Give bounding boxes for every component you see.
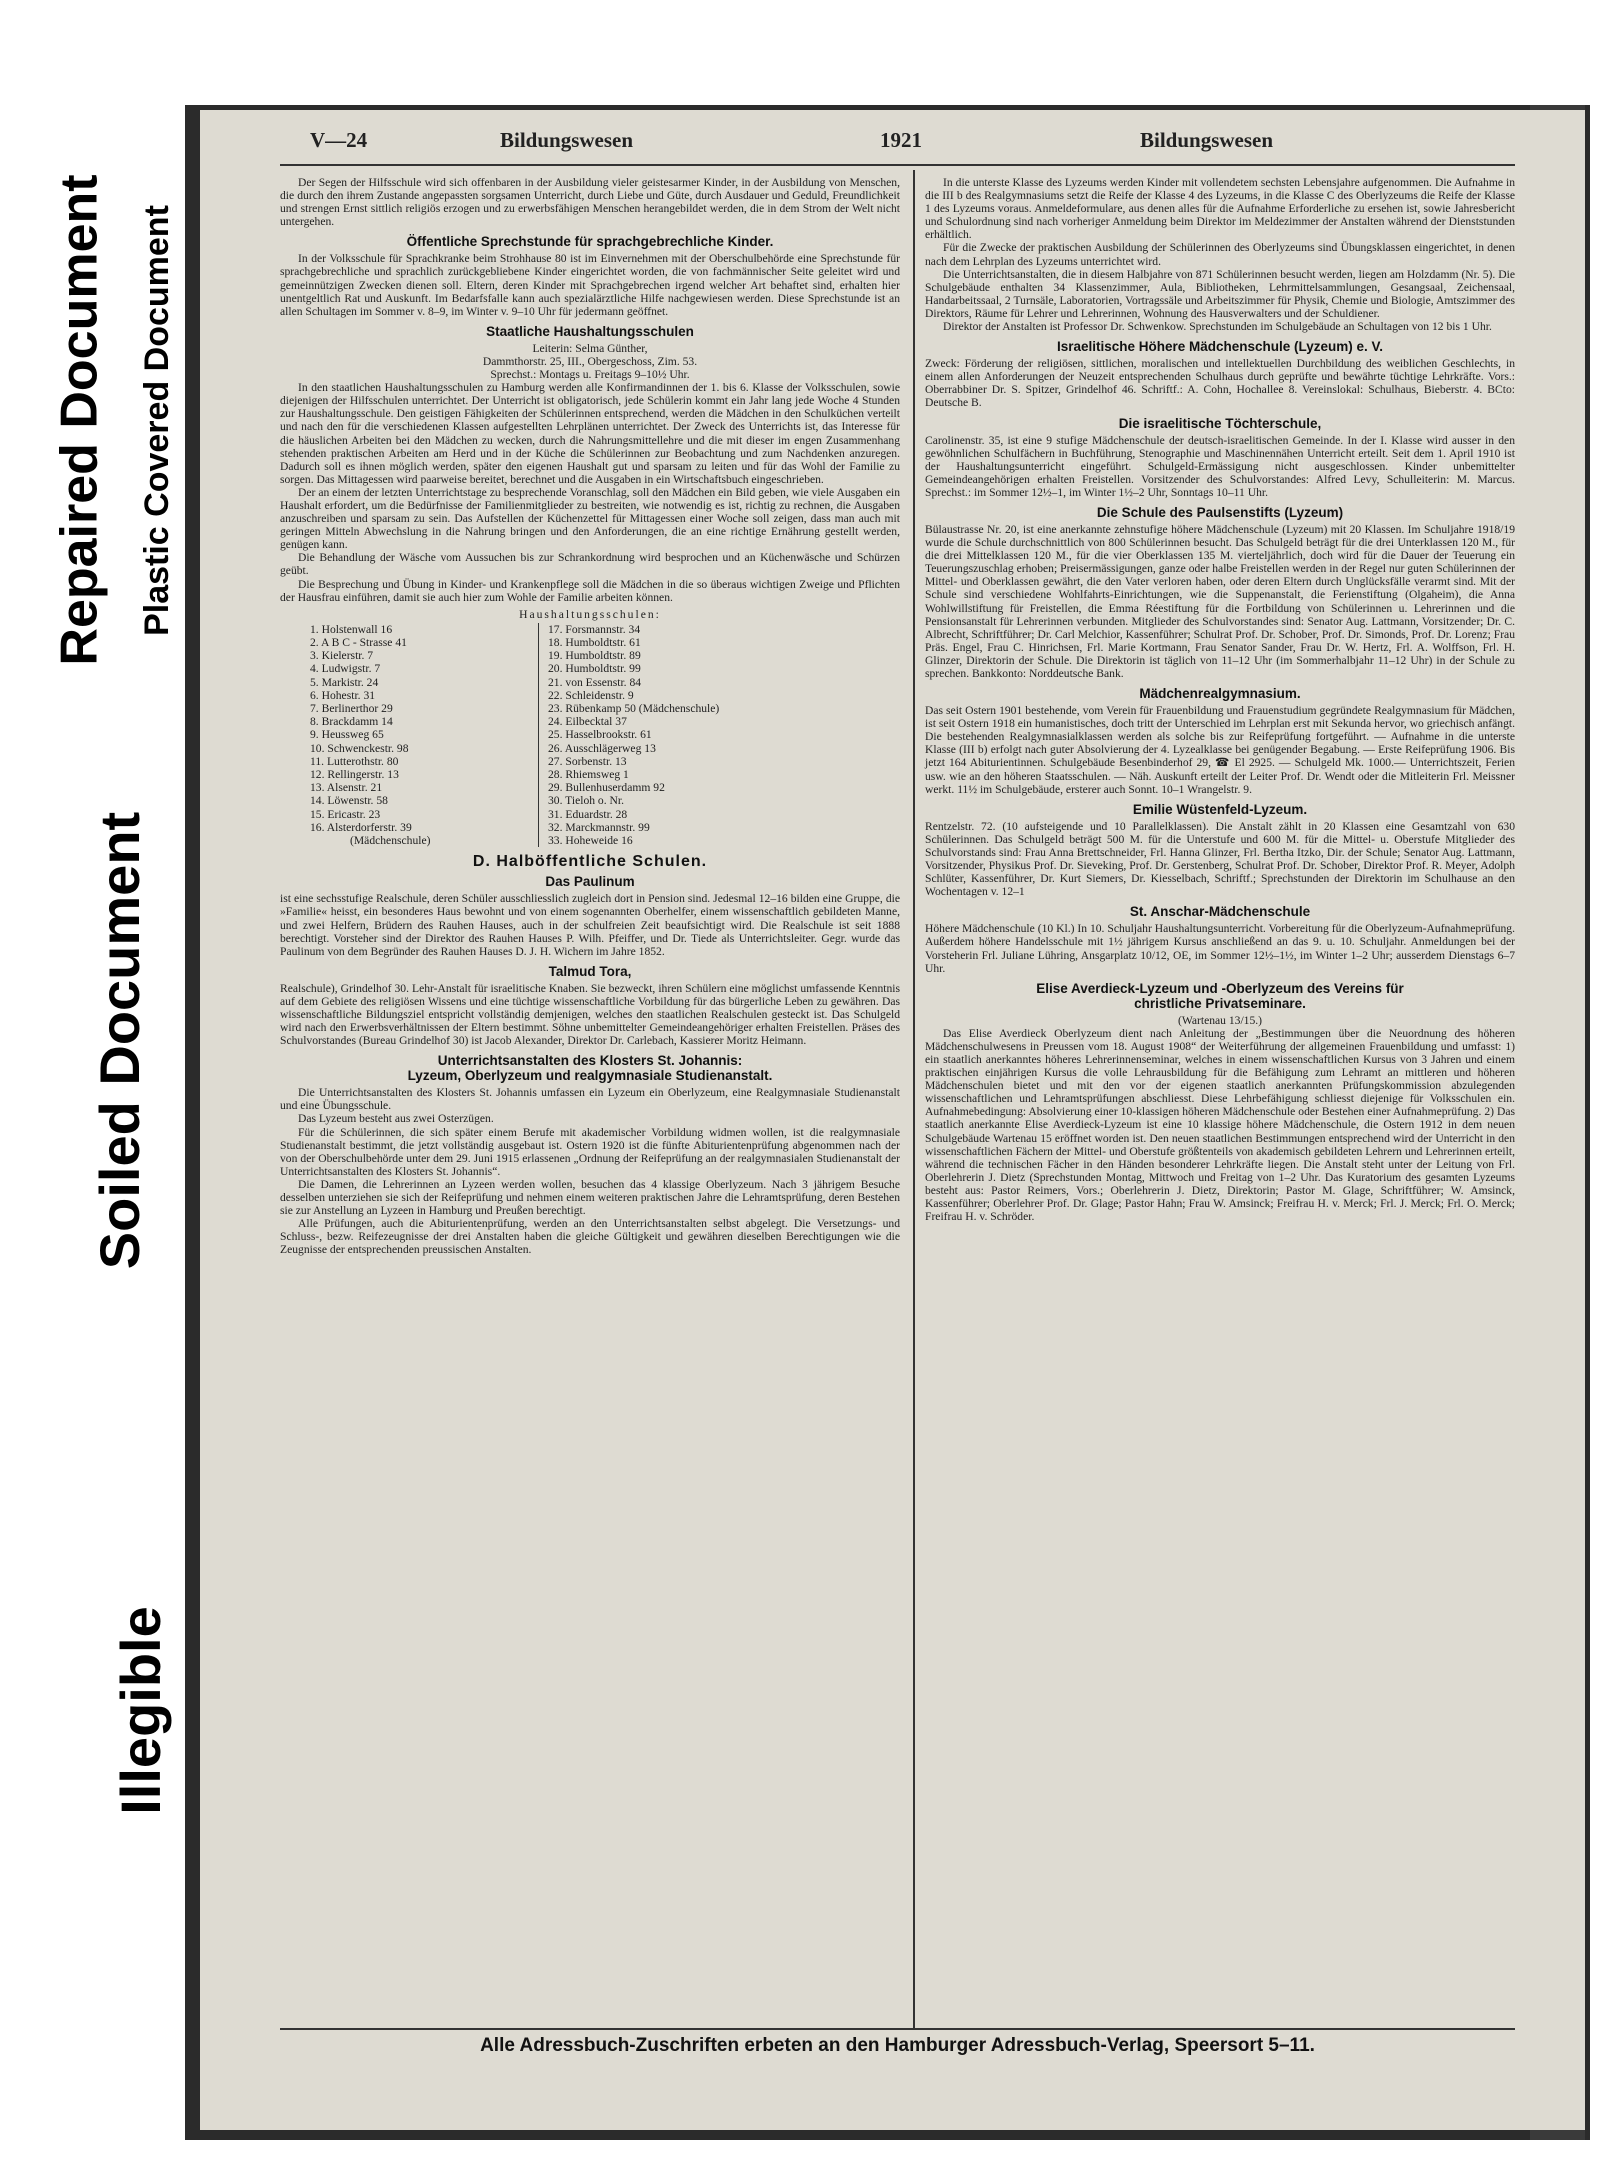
school-list-item: 26. Ausschlägerweg 13 (548, 741, 656, 755)
johannis-cont-paragraph-1: In die unterste Klasse des Lyzeums werden Kinder mit vollendetem sechsten Lebensjahre aufgenommen. Die Aufnahme in die III b des Realgymnasiums setzt die Reife der Klasse 4 des Lyzeums, in die Klasse C des Oberlyzeums die Reife der Klasse 1 des Lyzeums voraus. Anmeldeformulare, aus denen alles für die Aufnahme Erforderliche zu ersehen ist, sowie Jahresbericht und Schulordnung sind nach vorheriger Anmeldung beim Direktor im Meldezimmer der Anstalten während der Dienststunden erhältlich. (925, 176, 1515, 242)
school-list-item: (Mädchenschule) (350, 834, 431, 848)
school-list-item: 2. A B C - Strasse 41 (310, 636, 407, 650)
school-list-item: 4. Ludwigstr. 7 (310, 662, 381, 676)
elise-averdieck-heading-2: christliche Privatseminare. (1134, 995, 1306, 1011)
johannis-cont-paragraph-4: Direktor der Anstalten ist Professor Dr. Schwenkow. Sprechstunden im Schulgebäude an Schultagen von 12 bis 1 Uhr. (943, 320, 1492, 334)
school-list-item: 28. Rhiemsweg 1 (548, 768, 629, 782)
anschar-heading: St. Anschar-Mädchenschule (1129, 904, 1311, 920)
israelitische-lyzeum-paragraph: Zweck: Förderung der religiösen, sittlichen, moralischen und intellektuellen Durchbildung des weiblichen Geschlechts, in einem allen Anforderungen der Neuzeit entsprechenden Schulhaus durch geprüfte und bewährte tüchtige Lehrkräfte. Vors.: Oberrabbiner Dr. S. Spitzer, Grindelhof 46. Schriftf.: A. Cohn, Hochallee 8. Vereinslokal: Schulhaus, Bieberstr. 4. BCto: Deutsche B. (925, 357, 1515, 410)
elise-averdieck-address: (Wartenau 13/15.) (1177, 1013, 1263, 1027)
school-list-item: 27. Sorbenstr. 13 (548, 754, 627, 768)
sprechstunde-heading: Öffentliche Sprechstunde für sprachgebrechliche Kinder. (406, 234, 774, 250)
haushaltungsschulen-heading: Staatliche Haushaltungsschulen (486, 323, 694, 339)
anschar-paragraph: Höhere Mädchenschule (10 Kl.) In 10. Schuljahr Haushaltungsunterricht. Vorbereitung für die Oberlyzeum-Aufnahmeprüfung. Außerdem höhere Handelsschule mit 1½ jährigem Kursus anschließend an das 9. u. 10. Schuljahr. Anmeldungen bei der Vorsteherin Frl. Juliane Lühring, Ansgarplatz 10/12, OE, im Sommer 12½–1½, im Winter 1–2 Uhr; ausserdem Dienstags 6–7 Uhr. (925, 922, 1515, 975)
tab-soiled-label: Soiled Document (88, 811, 152, 1269)
school-list-item: 12. Rellingerstr. 13 (310, 768, 399, 782)
toechterschule-heading: Die israelitische Töchterschule, (1118, 415, 1322, 431)
header-right-title: Bildungswesen (1140, 128, 1274, 152)
school-list-item: 21. von Essenstr. 84 (548, 675, 642, 689)
school-list-item: 5. Markistr. 24 (310, 675, 379, 689)
paulsenstift-heading: Die Schule des Paulsenstifts (Lyzeum) (1096, 504, 1344, 520)
running-head (200, 128, 1525, 158)
talmud-tora-paragraph: Realschule), Grindelhof 30. Lehr-Anstalt für israelitische Knaben. Sie bezweckt, ihren Schülern eine möglichst umfassende Kenntnis auf dem Gebiete des religiösen Wissens und eine tüchtige wissenschaftliche Vorbildung für das bürgerliche Leben zu gewähren. Das wissenschaftliche Bildungsziel entspricht vollständig demjenigen, welches den staatlichen Realschulen gesteckt ist. Das Schulgeld wird nach den Erwerbsverhältnissen der Eltern bestimmt. Söhne unbemittelter Gemeindeangehöriger erhalten Freistellen. Präses des Schulvorstandes (Bureau Grindelhof 30) ist Jacob Alexander, Direktor Dr. Carlebach, Kassierer Moritz Heimann. (280, 981, 900, 1048)
haus-address: Dammthorstr. 25, III., Obergeschoss, Zim. 53. (482, 354, 698, 368)
maedchenrealgymnasium-heading: Mädchenrealgymnasium. (1139, 686, 1301, 702)
johannis-paragraph-5: Alle Prüfungen, auch die Abiturientenprüfung, werden an den Unterrichtsanstalten selbst abgelegt. Die Versetzungs- und Schluss-, bezw. Reifezeugnisse der drei Anstalten haben die gleiche Gültigkeit und gewähren dieselben Berechtigungen wie die Zeugnisse der entsprechenden preussischen Anstalten. (280, 1217, 900, 1257)
haus-leiterin: Leiterin: Selma Günther, (532, 341, 648, 355)
johannis-cont-paragraph-2: Für die Zwecke der praktischen Ausbildung der Schülerinnen des Oberlyzeums sind Übungsklassen eingerichtet, in denen nach dem Lehrplan des Lyzeums unterrichtet wird. (925, 241, 1515, 268)
column-divider (913, 170, 915, 2030)
johannis-cont-paragraph-3: Die Unterrichtsanstalten, die in diesem Halbjahre von 871 Schülerinnen besucht werden, liegen am Holzdamm (Nr. 5). Die Schulgebäude enthalten 34 Klassenzimmer, Aula, Bibliotheken, Lehrmittelsammlungen, Gesangsaal, Zeichensaal, Handarbeitssaal, 2 Turnsäle, Laboratorien, Vortragssäle und Arbeitszimmer für Physik, Chemie und Biologie, Amtszimmer des Direktors, Räume für Lehrer und Lehrerinnen, Wohnung des Hausverwalters und der Schuldiener. (925, 267, 1515, 320)
school-list-item: 6. Hohestr. 31 (310, 688, 376, 702)
talmud-tora-heading: Talmud Tora, (548, 963, 632, 979)
school-list-item: 29. Bullenhuserdamm 92 (548, 781, 665, 795)
paulsenstift-paragraph: Bülaustrasse Nr. 20, ist eine anerkannte zehnstufige höhere Mädchenschule (Lyzeum) mit 20 Klassen. Im Schuljahre 1918/19 wurde die Schule durchschnittlich von 800 Schülerinnen besucht. Das Schulgeld beträgt für die drei Unterklassen 120 M., für die drei Mittelklassen 120 M., für die vier Oberklassen 135 M. vierteljährlich, doch wird für die Dauer der Teuerung ein Teuerungszuschlag erhoben; Preisermässigungen, ganze oder halbe Freistellen werden in der Regel nur guten Schülerinnen der Mittel- und Oberklassen gewährt, die den Vater verloren haben, oder deren Eltern durch Unglücksfälle verarmt sind. Mit der Schule sind verschiedene Wohlfahrts-Einrichtungen, wie die Suppenanstalt, die Ferienstiftung (Olgaheim), die Anna Wohlwillstiftung für Freistellen, die Emma Réestiftung für die Fortbildung von Schülerinnen u. Lehrerinnen und die Pensionsanstalt für Lehrerinnen verbunden. Mitglieder des Schulvorstandes sind: Senator Aug. Lattmann, Vorsitzender; Dr. C. Albrecht, Schriftführer; Dr. Carl Melchior, Kassenführer; Schulrat Prof. Dr. Schober, Prof. Dr. Simonds, Prof. Dr. Lorenz; Frau Präs. Engel, Frau C. Hinrichsen, Frl. Marie Kortmann, Frau Senator Sander, Frau Dr. W. Hertz, Frl. A. Wolffson, Frl. H. Glinzer, Direktorin der Schule. Die Direktorin ist täglich von 11–12 Uhr (im Sommerhalbjahr 11–12 Uhr) in der Schule zu sprechen. Bankkonto: Norddeutsche Bank. (925, 522, 1515, 680)
section-d-heading: D. Halböffentliche Schulen. (472, 853, 708, 871)
school-list-item: 14. Löwenstr. 58 (310, 794, 388, 808)
school-list-item: 19. Humboldtstr. 89 (548, 649, 641, 663)
tab-illegible (90, 1500, 190, 1920)
school-list-item: 9. Heussweg 65 (310, 728, 384, 742)
tab-illegible-label: Illegible (108, 1605, 172, 1815)
school-list-item: 20. Humboldtstr. 99 (548, 662, 641, 676)
school-list-item: 3. Kielerstr. 7 (310, 649, 374, 663)
paulinum-heading: Das Paulinum (545, 874, 635, 890)
schools-left-column (310, 623, 530, 847)
johannis-heading-2: Lyzeum, Oberlyzeum und realgymnasiale Studienanstalt. (407, 1068, 773, 1084)
school-list-item: 10. Schwenckestr. 98 (310, 741, 409, 755)
page-number: V—24 (310, 128, 368, 152)
scanned-page (200, 110, 1585, 2130)
sprechstunde-paragraph: In der Volksschule für Sprachkranke beim Strohhause 80 ist im Einvernehmen mit der Oberschulbehörde eine Sprechstunde für sprachgebrechliche und sprachlich zurückgebliebene Kinder eingerichtet worden, die von fachmännischer Seite geleitet wird und gemeinnützigen Zwecken dienen soll. Eltern, deren Kinder mit Sprachgebrechen irgend welcher Art behaftet sind, erhalten hier unentgeltlich Rat und Auskunft. Im Bedarfsfalle kann auch spezialärztliche Hilfe nachgewiesen werden. Diese Sprechstunde ist an allen Schultagen im Sommer v. 8–9, im Winter v. 9–10 Uhr für jedermann geöffnet. (280, 252, 900, 318)
school-list-item: 23. Rübenkamp 50 (Mädchenschule) (548, 702, 720, 716)
footer-rule (280, 2028, 1515, 2030)
schools-table (310, 623, 780, 847)
school-list-item: 30. Tieloh o. Nr. (548, 794, 625, 808)
school-list-item: 32. Marckmannstr. 99 (548, 820, 650, 834)
header-left-title: Bildungswesen (500, 128, 634, 152)
school-list-item: 25. Hasselbrookstr. 61 (548, 728, 652, 742)
header-rule (280, 164, 1515, 166)
israelitische-lyzeum-heading: Israelitische Höhere Mädchenschule (Lyzeum) e. V. (1056, 339, 1384, 355)
tab-repaired-document (40, 150, 120, 690)
school-list-item: 11. Lutterothstr. 80 (310, 754, 399, 768)
johannis-paragraph-3: Für die Schülerinnen, die sich später einem Berufe mit akademischer Vorbildung widmen wollen, ist die realgymnasiale Studienanstalt bestimmt, die jetzt vollständig ausgebaut ist. Ostern 1920 ist die fünfte Abiturientenprüfung abgenommen nach der von der Oberschulbehörde unter dem 29. Juni 1915 erlassenen „Ordnung der Reifeprüfung an der realgymnasialen Studienanstalt der Unterrichtsanstalten des Klosters St. Johannis“. (280, 1125, 900, 1178)
emilie-wuestenfeld-heading: Emilie Wüstenfeld-Lyzeum. (1132, 801, 1308, 817)
school-list-item: 8. Brackdamm 14 (310, 715, 393, 729)
johannis-paragraph-4: Die Damen, die Lehrerinnen an Lyzeen werden wollen, besuchen das 4 klassige Oberlyzeum. Nach 3 jährigem Besuche desselben unterziehen sie sich der Reifeprüfung und nehmen einem weiteren praktischen Jahre die Lehramtsprüfung, deren Bestehen sie zur Anstellung an Lyzeen in Hamburg und Preußen berechtigt. (280, 1177, 900, 1218)
tab-plastic-label: Plastic Covered Document (138, 204, 177, 636)
school-list-item: 18. Humboldtstr. 61 (548, 636, 641, 650)
maedchenrealgymnasium-paragraph: Das seit Ostern 1901 bestehende, vom Verein für Frauenbildung und Frauenstudium gegründete Realgymnasium für Mädchen, ist seit Ostern 1918 ein humanistisches, doch tritt der Unterschied im Lehrplan erst mit Sekunda hervor, wo griechisch anfängt. Die bestehenden Realgymnasialklassen werden als solche bis zur Reifeprüfung fortgeführt. — Aufnahme in die unterste Klasse (III b) erfolgt nach guter Absolvierung der 4. Lyzealklasse bei genügender Begabung. — Erste Reifeprüfung 1906. Bis jetzt 164 Abiturientinnen. Schulgebäude Besenbinderhof 29, ☎ El 2925. — Schulgeld Mk. 1000.— Unterrichtszeit, Ferien usw. wie an den höheren Staatsschulen. — Näh. Auskunft erteilt der Leiter Prof. Dr. Wendt oder die Mitleiterin Frl. Meissner werkt. 11½ im Schulgebäude, ersterer auch Sonnt. 10–1 Wrangelstr. 9. (925, 704, 1515, 796)
paulinum-paragraph: ist eine sechsstufige Realschule, deren Schüler ausschliesslich zugleich dort in Pension sind. Jedesmal 12–16 bilden eine Gruppe, die »Familie« heisst, ein besonderes Haus bewohnt und von einem sogenannten Oberhelfer, einem wissenschaftlich gebildeten Manne, und zwei Helfern, Brüdern des Rauhen Hauses, auch in der schulfreien Zeit beaufsichtigt wird. Die Realschule ist seit 1888 berechtigt. Vorsteher sind der Direktor des Rauhen Hauses P. Wilh. Pfeiffer, und Dr. Tiede als Unterrichtsleiter. Gegr. wurde das Paulinum von dem Begründer des Rauhen Hauses D. J. H. Wichern im Jahre 1852. (280, 892, 900, 958)
haus-paragraph-3: Die Behandlung der Wäsche vom Aussuchen bis zur Schrankordnung wird besprochen und an Küchenwäsche und Schürzen geübt. (280, 551, 900, 578)
school-list-item: 1. Holstenwall 16 (310, 622, 393, 636)
tab-plastic-covered-document (125, 150, 190, 690)
toechterschule-paragraph: Carolinenstr. 35, ist eine 9 stufige Mädchenschule der deutsch-israelitischen Gemeinde. In der I. Klasse wird ausser in den gewöhnlichen Schulfächern in Buchführung, Stenographie und Maschinennähen Unterricht erteilt. Seit dem 1. April 1910 ist der Haushaltungsunterricht eingeführt. Schulgeld-Ermässigung nicht ausgeschlossen. Kinder unbemittelter Gemeindeangehörigen erhalten Freistellen. Vorsitzender des Schulvorstandes: Alfred Levy, Schulleiterin: M. Marcus. Sprechst.: im Sommer 12½–1, im Winter 1½–2 Uhr, Sonntags 10–11 Uhr. (925, 433, 1515, 499)
haus-paragraph-2: Der an einem der letzten Unterrichtstage zu besprechende Voranschlag, soll den Mädchen ein Bild geben, wie viele Ausgaben ein Haushalt erfordert, um die Bedürfnisse der Familienmitglieder zu bestreiten, wie notwendig es ist, richtig zu rechnen, die Ausgaben anzuschreiben und sparsam zu sein. Das Aufstellen der Küchenzettel für Mittagessen einer Woche soll zeigen, dass man auch mit geringen Mitteln Abwechslung in die Nahrung bringen und den Anforderungen, die an eine richtige Ernährung gestellt werden, genügen kann. (280, 485, 900, 552)
schools-list-heading: Haushaltungsschulen: (519, 607, 661, 621)
school-list-item: 33. Hoheweide 16 (548, 834, 633, 848)
tab-repaired-label: Repaired Document (51, 174, 109, 666)
left-column (280, 176, 900, 1257)
tab-soiled-document (70, 760, 170, 1320)
school-list-item: 7. Berlinerthor 29 (310, 702, 393, 716)
right-column (925, 176, 1515, 1223)
johannis-paragraph-2: Das Lyzeum besteht aus zwei Osterzügen. (298, 1112, 494, 1126)
emilie-wuestenfeld-paragraph: Rentzelstr. 72. (10 aufsteigende und 10 Parallelklassen). Die Anstalt zählt in 20 Klassen eine Gesamtzahl von 630 Schülerinnen. Das Schulgeld beträgt 500 M. für die Unterstufe und 600 M. für die Mittel- u. Oberstufe Mitglieder des Schulvorstands sind: Frau Anna Brettschneider, Frl. Hanna Glinzer, Frl. Bertha Itzko, Dir. der Schule; Senator Aug. Lattmann, Vorsitzender, Physikus Prof. Dr. Sieveking, Prof. Dr. Gerstenberg, Schulrat Prof. Dr. Schober, Direktor Prof. R. Meyer, Adolph Schlüter, Kassenführer, Dr. Kurt Siemers, Dr. Kiesselbach, Schriftf.; Sprechstunden der Direktorin im Schulhause an den Wochentagen v. 12–1 (925, 819, 1515, 899)
elise-averdieck-paragraph: Das Elise Averdieck Oberlyzeum dient nach Anleitung der „Bestimmungen über die Neuordnung des höheren Mädchenschulwesens in Preussen vom 18. August 1908“ der Weiterführung der allgemeinen Frauenbildung und umfasst: 1) ein staatlich anerkanntes höheres Lehrerinnenseminar, welches in einem wissenschaftlichen Kursus von 3 Jahren und einem praktischen einjährigen Kursus die volle Lehrausbildung für die Befähigung zum Lehramt an mittleren und höheren Mädchenschulen bietet und mit den vor der eigenen staatlich anerkannten Prüfungskommission abzulegenden wissenschaftlichen und Lehramtsprüfungen abschliesst. Diese Lehrbefähigung schliesst diejenige für Volksschulen ein. Aufnahmebedingung: Absolvierung einer 10-klassigen höheren Mädchenschule oder Bestehen einer Aufnahmeprüfung. 2) Das staatlich anerkannte Elise Averdieck-Lyzeum ist eine 10 klassige höhere Mädchenschule, die Ostern 1912 in dem neuen Schulgebäude Wartenau 15 eröffnet worden ist. Den neuen staatlichen Bestimmungen entsprechend wird der Unterricht in den wissenschaftlichen Fächern der Mittel- und Oberstufe größtenteils von akademisch gebildeten Lehrern und Lehrerinnen erteilt, während die technischen Fächer in den Händen besonderer Lehrkräfte liegen. Die Anstalt steht unter der Leitung von Frl. Oberlehrerin J. Dietz (Sprechstunden Montag, Mittwoch und Freitag von 1–2 Uhr. Das Kuratorium des gesamten Lyzeums besteht aus: Pastor Reimers, Vors.; Oberlehrerin J. Dietz, Direktorin; Pastor M. Glage, Schriftführer; W. Amsinck, Kassenführer; Oberlehrer Prof. Dr. Glage; Pastor Hahn; Frau W. Amsinck; Freifrau H. v. Merck; Frl. J. Merck; Frl. O. Merck; Freifrau H. v. Schröder. (925, 1026, 1515, 1224)
school-list-item: 13. Alsenstr. 21 (310, 781, 383, 795)
hilfsschule-paragraph: Der Segen der Hilfsschule wird sich offenbaren in der Ausbildung vieler geistesarmer Kinder, in der Ausbildung von Menschen, die durch den ihrem Zustande angepassten sorgsamen Unterricht, durch Liebe und Güte, durch Ausdauer und Geduld, Freundlichkeit und strengen Ernst sittlich religiös erzogen und zu erwerbsfähigen Menschen herangebildet werden, die in dem Strom der Welt nicht untergehen. (280, 176, 900, 229)
school-list-item: 17. Forsmannstr. 34 (548, 622, 641, 636)
schools-right-column (548, 623, 768, 847)
school-list-item: 24. Eilbecktal 37 (548, 715, 627, 729)
haus-paragraph-4: Die Besprechung und Übung in Kinder- und Krankenpflege soll die Mädchen in die so überaus wichtigen Zweige und Pflichten der Hausfrau einführen, damit sie auch hier zum Wohle der Familie arbeiten können. (280, 577, 900, 604)
footer-banner: Alle Adressbuch-Zuschriften erbeten an den Hamburger Adressbuch-Verlag, Speersort 5–11. (480, 2035, 1315, 2056)
haus-sprechstunden: Sprechst.: Montags u. Freitags 9–10½ Uhr. (490, 368, 690, 382)
johannis-paragraph-1: Die Unterrichtsanstalten des Klosters St. Johannis umfassen ein Lyzeum ein Oberlyzeum, eine Realgymnasiale Studienanstalt und eine Übungsschule. (280, 1086, 900, 1113)
school-list-item: 22. Schleidenstr. 9 (548, 688, 634, 702)
school-list-item: 31. Eduardstr. 28 (548, 807, 628, 821)
header-year: 1921 (880, 128, 922, 152)
school-list-item: 15. Ericastr. 23 (310, 807, 381, 821)
elise-averdieck-heading-1: Elise Averdieck-Lyzeum und -Oberlyzeum des Vereins für (1036, 980, 1404, 996)
haus-paragraph-1: In den staatlichen Haushaltungsschulen zu Hamburg werden alle Konfirmandinnen der 1. bis 6. Klasse der Volksschulen, sowie diejenigen der Hilfsschulen unterrichtet. Der Unterricht ist obligatorisch, jede Schülerin kommt ein Jahr lang jede Woche 4 Stunden zur Haushaltungsschule. Den geistigen Fähigkeiten der Schülerinnen entsprechend, werden die Mädchen in den Schulküchen verteilt und nach den für die verschiedenen Klassen aufgestellten Lehrplänen unterrichtet. Der Zweck des Unterrichts ist, das Interesse für die häuslichen Arbeiten bei den Mädchen zu wecken, durch die Nahrungsmittellehre und die mit dieser im engen Zusammenhang stehenden praktischen Arbeiten am Herd und in der Küche die Schülerinnen zur Beobachtung und zum Nachdenken anzuregen. Dadurch soll es ihnen möglich werden, später den eigenen Haushalt gut und sparsam zu leiten und für das Wohl der Familie zu sorgen. Das Mittagessen wird paarweise bereitet, berechnet und die Ausgaben in ein Wirtschaftsbuch eingeschrieben. (280, 381, 900, 486)
schools-table-divider (538, 623, 539, 847)
johannis-heading-1: Unterrichtsanstalten des Klosters St. Johannis: (437, 1053, 743, 1069)
school-list-item: 16. Alsterdorferstr. 39 (310, 820, 412, 834)
